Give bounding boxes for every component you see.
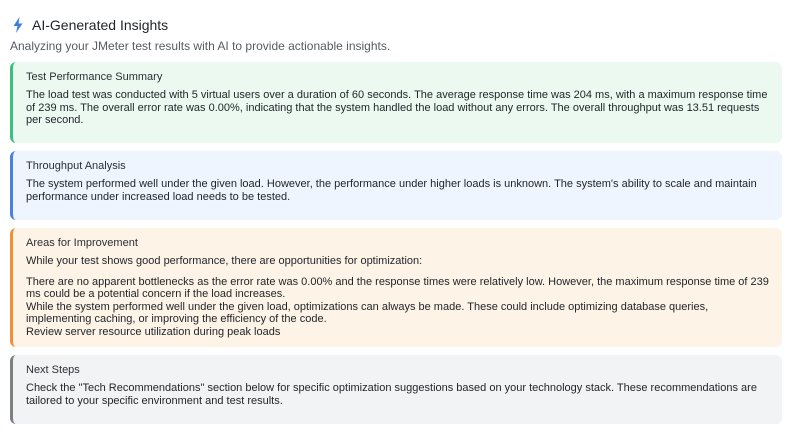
card-title: Throughput Analysis <box>26 160 126 172</box>
card-body <box>26 255 772 339</box>
list-item: Review server resource utilization during peak loads <box>26 325 281 338</box>
test-performance-summary-card <box>10 62 782 143</box>
card-body <box>26 382 772 407</box>
summary-text: The load test was conducted with 5 virtual users over a duration of 60 seconds. The average response time was 204 ms, with a maximum response time of 239 ms. The overall error rate was 0.00%, indicating that the system handled the load without any errors. The overall throughput was 13.51 requests per second. <box>26 89 768 127</box>
list-item: There are no apparent bottlenecks as the error rate was 0.00% and the response times were relatively low. However, the maximum response time of 239 ms could be a potential concern if the load increases. <box>26 275 769 301</box>
page-title: AI-Generated Insights <box>32 17 169 33</box>
insights-header <box>10 14 790 53</box>
page-subtitle: Analyzing your JMeter test results with AI to provide actionable insights. <box>10 39 391 53</box>
next-steps-card <box>10 355 782 424</box>
list-item: While the system performed well under the given load, optimizations can always be made. These could include optimizing database queries, implementing caching, or improving the efficiency of the code. <box>26 300 709 326</box>
throughput-text: The system performed well under the given load. However, the performance under higher loads is unknown. The system's ability to scale and maintain performance under increased load needs to be tested. <box>26 178 757 203</box>
next-steps-text: Check the "Tech Recommendations" section below for specific optimization suggestions based on your technology stack. These recommendations are tailored to your specific environment and test results. <box>26 382 757 407</box>
lightning-bolt-icon <box>12 17 24 33</box>
areas-for-improvement-card <box>10 228 782 347</box>
improvement-intro: While your test shows good performance, there are opportunities for optimization: <box>26 255 423 267</box>
card-title: Areas for Improvement <box>26 237 138 249</box>
card-title: Test Performance Summary <box>26 71 163 83</box>
card-body <box>26 178 772 203</box>
card-body <box>26 89 772 127</box>
insights-title-row <box>10 14 790 36</box>
throughput-analysis-card <box>10 151 782 220</box>
card-title: Next Steps <box>26 364 80 376</box>
